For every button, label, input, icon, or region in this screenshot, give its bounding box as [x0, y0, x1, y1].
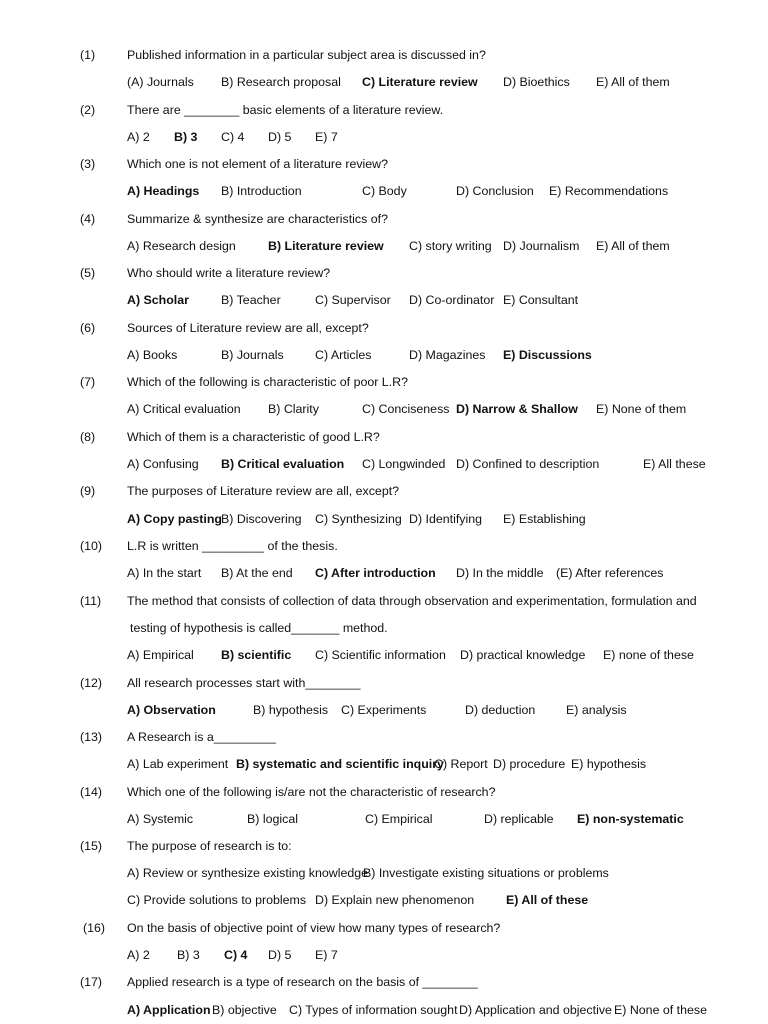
option: E) All of them [596, 75, 670, 89]
option: E) none of these [603, 648, 694, 662]
option: E) Recommendations [549, 184, 669, 198]
correct-option: E) All of these [506, 893, 589, 907]
option: B) Discovering [221, 512, 302, 526]
option: C) Report [434, 757, 488, 771]
option: (E) After references [556, 566, 664, 580]
question-text: A Research is a_________ [127, 730, 276, 744]
question-text: Summarize & synthesize are characteristics of? [127, 212, 388, 226]
option: A) Lab experiment [127, 757, 229, 771]
correct-option: C) Literature review [362, 75, 478, 89]
option: A) Confusing [127, 457, 199, 471]
correct-option: B) Critical evaluation [221, 457, 345, 471]
option: C) Conciseness [362, 402, 450, 416]
option: E) analysis [566, 703, 627, 717]
option: E) 7 [315, 130, 338, 144]
option: A) 2 [127, 948, 150, 962]
correct-option: A) Observation [127, 703, 216, 717]
option: B) Clarity [268, 402, 319, 416]
option: C) Longwinded [362, 457, 446, 471]
correct-option: A) Application [127, 1003, 211, 1017]
question-number: (10) [80, 539, 103, 553]
question-text: Which one is not element of a literature review? [127, 157, 389, 171]
option: A) Research design [127, 239, 236, 253]
question-number: (17) [80, 975, 103, 989]
question-text: The purpose of research is to: [127, 839, 292, 853]
question-text: Published information in a particular subject area is discussed in? [127, 48, 486, 62]
option: D) Application and objective [459, 1003, 612, 1017]
question-number: (16) [83, 921, 106, 935]
option: A) 2 [127, 130, 150, 144]
option: B) objective [212, 1003, 277, 1017]
option: E) None of them [596, 402, 687, 416]
option: D) Identifying [409, 512, 483, 526]
question-text: Which of the following is characteristic of poor L.R? [127, 375, 408, 389]
option: A) Systemic [127, 812, 194, 826]
question-number: (13) [80, 730, 103, 744]
option: C) Empirical [365, 812, 433, 826]
option: E) 7 [315, 948, 338, 962]
question-text: Who should write a literature review? [127, 266, 331, 280]
option: C) Body [362, 184, 407, 198]
option: C) Experiments [341, 703, 427, 717]
question-number: (12) [80, 676, 103, 690]
option: C) Scientific information [315, 648, 446, 662]
option: D) Co-ordinator [409, 293, 495, 307]
option: C) Provide solutions to problems [127, 893, 307, 907]
option: E) All these [643, 457, 706, 471]
option: E) Consultant [503, 293, 579, 307]
question-text: Applied research is a type of research on the basis of ________ [127, 975, 478, 989]
question-number: (11) [80, 594, 102, 608]
question-number: (7) [80, 375, 96, 389]
question-number: (14) [80, 785, 103, 799]
option: E) All of them [596, 239, 670, 253]
option: B) At the end [221, 566, 293, 580]
option: D) Magazines [409, 348, 486, 362]
option: B) 3 [177, 948, 200, 962]
option: D) Bioethics [503, 75, 570, 89]
correct-option: A) Scholar [127, 293, 189, 307]
option: D) Conclusion [456, 184, 534, 198]
option: E) Establishing [503, 512, 586, 526]
option: D) Explain new phenomenon [315, 893, 475, 907]
option: (A) Journals [127, 75, 194, 89]
question-text: Sources of Literature review are all, except? [127, 321, 369, 335]
correct-option: E) Discussions [503, 348, 592, 362]
correct-option: A) Copy pasting [127, 512, 222, 526]
option: D) Confined to description [456, 457, 600, 471]
question-number: (4) [80, 212, 96, 226]
option: C) Supervisor [315, 293, 391, 307]
correct-option: B) scientific [221, 648, 292, 662]
option: D) procedure [493, 757, 566, 771]
option: B) hypothesis [253, 703, 329, 717]
question-number: (2) [80, 103, 96, 117]
option: D) replicable [484, 812, 554, 826]
option: D) deduction [465, 703, 536, 717]
option: C) Synthesizing [315, 512, 402, 526]
question-text: All research processes start with________ [127, 676, 361, 690]
question-text: The method that consists of collection of data through observation and experimentation, formulation and [127, 594, 697, 608]
question-text: L.R is written _________ of the thesis. [127, 539, 338, 553]
option: E) hypothesis [571, 757, 647, 771]
question-text: There are ________ basic elements of a literature review. [127, 103, 444, 117]
option: A) Critical evaluation [127, 402, 241, 416]
option: B) logical [247, 812, 298, 826]
question-number: (9) [80, 484, 96, 498]
option: B) Investigate existing situations or problems [363, 866, 609, 880]
question-number: (15) [80, 839, 103, 853]
option: B) Teacher [221, 293, 281, 307]
option: E) None of these [614, 1003, 707, 1017]
option: D) 5 [268, 948, 292, 962]
option: D) Journalism [503, 239, 580, 253]
question-text: Which of them is a characteristic of good L.R? [127, 430, 380, 444]
correct-option: C) 4 [224, 948, 248, 962]
question-number: (8) [80, 430, 96, 444]
option: A) In the start [127, 566, 202, 580]
correct-option: C) After introduction [315, 566, 436, 580]
option: D) practical knowledge [460, 648, 586, 662]
correct-option: B) Literature review [268, 239, 384, 253]
question-text-continued: testing of hypothesis is called_______ method. [130, 621, 388, 635]
correct-option: A) Headings [127, 184, 200, 198]
option: C) Types of information sought [289, 1003, 458, 1017]
option: B) Introduction [221, 184, 302, 198]
option: A) Review or synthesize existing knowledge [127, 866, 369, 880]
question-number: (6) [80, 321, 96, 335]
option: A) Books [127, 348, 178, 362]
option: D) 5 [268, 130, 292, 144]
question-number: (3) [80, 157, 96, 171]
option: C) 4 [221, 130, 245, 144]
question-number: (1) [80, 48, 96, 62]
correct-option: E) non-systematic [577, 812, 684, 826]
option: D) In the middle [456, 566, 544, 580]
question-text: The purposes of Literature review are all, except? [127, 484, 400, 498]
correct-option: D) Narrow & Shallow [456, 402, 578, 416]
option: C) story writing [409, 239, 492, 253]
option: A) Empirical [127, 648, 194, 662]
option: C) Articles [315, 348, 372, 362]
question-text: Which one of the following is/are not the characteristic of research? [127, 785, 496, 799]
question-text: On the basis of objective point of view how many types of research? [127, 921, 501, 935]
option: B) Journals [221, 348, 284, 362]
question-number: (5) [80, 266, 96, 280]
correct-option: B) systematic and scientific inquiry [236, 757, 444, 771]
correct-option: B) 3 [174, 130, 198, 144]
option: B) Research proposal [221, 75, 341, 89]
